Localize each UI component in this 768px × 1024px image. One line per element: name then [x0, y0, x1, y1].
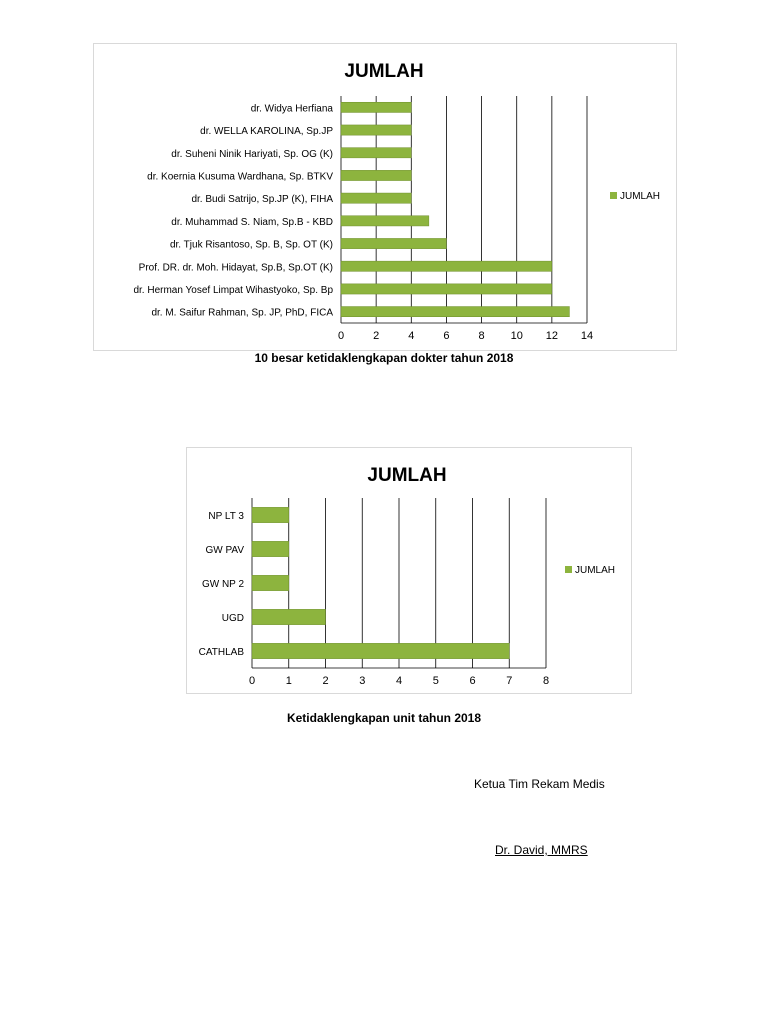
bar [341, 284, 552, 294]
category-label: dr. Muhammad S. Niam, Sp.B - KBD [171, 216, 333, 228]
bar [341, 216, 429, 226]
signature-title: Ketua Tim Rekam Medis [474, 777, 605, 791]
category-label: dr. Herman Yosef Limpat Wihastyoko, Sp. Bp [133, 284, 333, 296]
category-label: NP LT 3 [208, 511, 244, 522]
category-label: dr. Widya Herfiana [250, 103, 333, 115]
x-tick-label: 8 [542, 675, 550, 687]
doctor-chart-caption: 10 besar ketidaklengkapan dokter tahun 2018 [254, 351, 514, 365]
bar [252, 541, 289, 556]
bar [341, 193, 411, 203]
category-label: dr. M. Saifur Rahman, Sp. JP, PhD, FICA [151, 307, 333, 319]
unit-chart-caption: Ketidaklengkapan unit tahun 2018 [286, 711, 482, 725]
x-tick-label: 3 [359, 675, 366, 687]
category-label: dr. Tjuk Risantoso, Sp. B, Sp. OT (K) [169, 239, 333, 251]
x-tick-label: 4 [395, 675, 403, 687]
x-tick-label: 2 [322, 675, 329, 687]
category-label: dr. Budi Satrijo, Sp.JP (K), FIHA [191, 194, 333, 206]
bar [341, 125, 411, 135]
x-tick-label: 6 [469, 675, 476, 687]
bar [341, 307, 569, 317]
bar [252, 609, 326, 624]
x-tick-label: 8 [478, 330, 485, 342]
category-label: CATHLAB [198, 647, 244, 658]
x-tick-label: 2 [373, 330, 380, 342]
bar [341, 102, 411, 112]
category-label: GW NP 2 [201, 579, 244, 590]
x-tick-label: 5 [432, 675, 439, 687]
x-tick-label: 0 [337, 330, 345, 342]
category-label: GW PAV [205, 545, 244, 556]
unit-chart [186, 447, 632, 694]
x-tick-label: 7 [506, 675, 513, 687]
legend-label: JUMLAH [620, 191, 661, 202]
bar [252, 575, 289, 590]
bar [252, 643, 509, 658]
x-tick-label: 6 [443, 330, 450, 342]
bar [252, 507, 289, 522]
chart-svg [94, 44, 676, 350]
bar [341, 170, 411, 180]
doctor-chart [93, 43, 677, 351]
legend-label: JUMLAH [575, 565, 616, 576]
bar [341, 261, 552, 271]
chart-svg [187, 448, 631, 693]
category-label: Prof. DR. dr. Moh. Hidayat, Sp.B, Sp.OT (K) [138, 262, 333, 274]
bar [341, 238, 446, 248]
x-tick-label: 10 [510, 330, 523, 342]
category-label: dr. WELLA KAROLINA, Sp.JP [200, 126, 333, 138]
signature-name: Dr. David, MMRS [495, 843, 588, 857]
x-tick-label: 0 [248, 675, 256, 687]
x-tick-label: 12 [545, 330, 558, 342]
category-label: dr. Koernia Kusuma Wardhana, Sp. BTKV [147, 171, 333, 183]
legend-swatch [565, 566, 572, 573]
x-tick-label: 1 [285, 675, 292, 687]
x-tick-label: 14 [580, 330, 594, 342]
legend-swatch [610, 192, 617, 199]
bar [341, 148, 411, 158]
category-label: UGD [221, 613, 244, 624]
chart-title: JUMLAH [367, 465, 447, 486]
chart-title: JUMLAH [344, 61, 424, 82]
x-tick-label: 4 [408, 330, 415, 342]
category-label: dr. Suheni Ninik Hariyati, Sp. OG (K) [171, 148, 333, 160]
